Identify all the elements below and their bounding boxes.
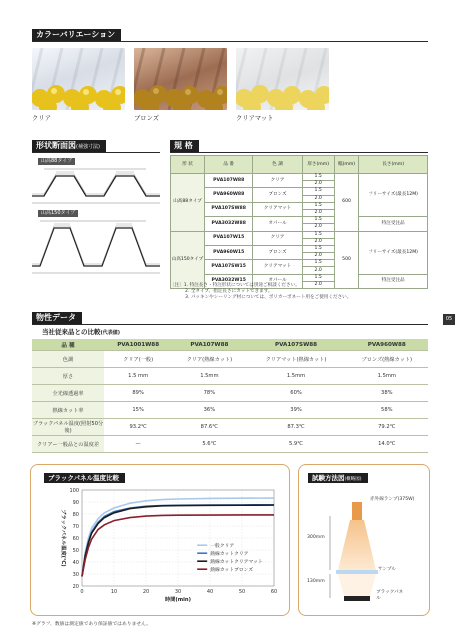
spec-color-cell: ブロンズ <box>253 188 302 202</box>
physical-cell: クリアマット(熱線カット) <box>246 351 345 368</box>
physical-cell: 1.5mm <box>246 368 345 385</box>
black-panel-label: ブラックパネル <box>376 590 404 601</box>
spec-code-cell: PVA3032W88 <box>204 217 252 231</box>
physical-cell: 78% <box>172 385 246 402</box>
spec-col-width: 幅(mm) <box>334 156 359 174</box>
physical-col-1: PVA1001W88 <box>104 339 172 351</box>
spec-color-cell: オパール <box>253 274 302 288</box>
physical-divider <box>32 324 428 325</box>
y-axis-label: ブラックパネル温度(℃) <box>60 509 66 567</box>
spec-color-cell: クリアマット <box>253 260 302 274</box>
profile-88-drawing <box>30 166 164 206</box>
legend-label-2: 熱線カットクリア <box>210 552 249 557</box>
spec-thickness-cell: 1.5 <box>302 188 334 195</box>
spec-length-extra-cell: 特注受注品 <box>359 274 428 288</box>
distance-1-label: 300mm <box>307 535 325 540</box>
legend-label-1: 一般クリア <box>210 544 235 549</box>
spec-thickness-cell: 2.0 <box>302 281 334 288</box>
spec-thickness-cell: 2.0 <box>302 253 334 260</box>
test-method-subtitle: (概略図) <box>344 477 362 482</box>
spec-code-cell: PVA960W15 <box>204 245 252 259</box>
spec-header-row <box>171 156 428 174</box>
spec-thickness-cell: 2.0 <box>302 181 334 188</box>
type150-badge: 山高150タイプ <box>38 210 78 217</box>
spec-table <box>170 155 428 289</box>
profile-divider <box>32 152 160 153</box>
spec-code-cell: PVA960W88 <box>204 188 252 202</box>
physical-cell: 58% <box>346 402 428 419</box>
physical-row-label: 熱線カット率 <box>32 402 104 419</box>
physical-cell: 1.5 mm <box>104 368 172 385</box>
physical-cell: 1.5mm <box>346 368 428 385</box>
spec-thickness-cell: 1.5 <box>302 260 334 267</box>
physical-cell: クリア(一般) <box>104 351 172 368</box>
y-tick-label: 30 <box>72 571 79 578</box>
x-tick-label: 60 <box>270 589 278 595</box>
physical-header-row <box>32 339 428 351</box>
physical-col-3: PVA107SW88 <box>246 339 345 351</box>
spec-color-cell: クリア <box>253 231 302 245</box>
spec-thickness-cell: 2.0 <box>302 267 334 274</box>
physical-cell: クリア(熱線カット) <box>172 351 246 368</box>
physical-cell: 36% <box>172 402 246 419</box>
spec-color-cell: クリア <box>253 174 302 188</box>
footnote: ※グラフ、数値は測定値であり保証値ではありません。 <box>32 622 152 627</box>
spec-thickness-cell: 1.5 <box>302 274 334 281</box>
swatch-clear-matte <box>236 48 329 110</box>
physical-cell: 5.6℃ <box>172 436 246 453</box>
spec-code-cell: PVA107W88 <box>204 174 252 188</box>
spec-code-cell: PVA107SW88 <box>204 202 252 216</box>
spec-col-thickness: 厚さ(mm) <box>302 156 334 174</box>
y-tick-label: 70 <box>72 523 79 530</box>
color-variation-title: カラーバリエーション <box>32 29 121 41</box>
profile-subtitle: (補強寸法) <box>76 144 100 150</box>
spec-width-cell: 600 <box>334 174 359 232</box>
physical-table <box>32 339 428 453</box>
y-tick-label: 80 <box>72 511 79 518</box>
test-method-title-text: 試験方法図 <box>312 474 345 482</box>
lamp-label: 赤外線ランプ(375W) <box>370 497 415 502</box>
swatch-clear-matte-label: クリアマット <box>236 115 274 122</box>
swatch-bronze-label: ブロンズ <box>134 115 159 122</box>
x-tick-label: 30 <box>174 589 182 595</box>
ir-lamp-icon <box>352 502 362 520</box>
spec-thickness-cell: 1.5 <box>302 217 334 224</box>
spec-row <box>171 231 428 238</box>
x-tick-label: 20 <box>142 589 150 595</box>
physical-row-label: ブラックパネル温度(照射50分後) <box>32 419 104 436</box>
swatch-clear-matte-image <box>236 48 329 110</box>
sample-label: サンプル <box>378 567 396 572</box>
spec-thickness-cell: 2.0 <box>302 195 334 202</box>
spec-title: 規 格 <box>170 140 199 152</box>
x-tick-label: 50 <box>238 589 246 595</box>
black-panel <box>344 596 370 601</box>
spec-thickness-cell: 1.5 <box>302 174 334 181</box>
physical-cell: 89% <box>104 385 172 402</box>
physical-title: 物性データ <box>32 312 82 324</box>
physical-row-label: 厚さ <box>32 368 104 385</box>
y-tick-label: 60 <box>72 535 79 542</box>
physical-subtitle-text: 当社従来品との比較 <box>42 328 101 336</box>
chart-title: ブラックパネル温度比較 <box>44 473 125 483</box>
x-tick-label: 10 <box>110 589 118 595</box>
physical-row <box>32 385 428 402</box>
physical-row-label: クリアー一般品との温度差 <box>32 436 104 453</box>
swatch-clear-image <box>32 48 125 110</box>
spec-length-cell: フリーサイズ(最長12M) <box>359 231 428 274</box>
physical-cell: 5.9℃ <box>246 436 345 453</box>
spec-thickness-cell: 1.5 <box>302 231 334 238</box>
physical-cell: 1.5mm <box>172 368 246 385</box>
physical-cell: 14.0℃ <box>346 436 428 453</box>
spec-color-cell: オパール <box>253 217 302 231</box>
sample-plate <box>336 570 378 574</box>
legend-label-4: 熱線カットブロンズ <box>210 568 254 573</box>
spec-thickness-cell: 2.0 <box>302 224 334 231</box>
swatch-bronze-image <box>134 48 227 110</box>
spec-length-extra-cell: 特注受注品 <box>359 217 428 231</box>
physical-row <box>32 402 428 419</box>
physical-cell: 38% <box>346 385 428 402</box>
x-tick-label: 0 <box>80 589 84 595</box>
physical-col-4: PVA960W88 <box>346 339 428 351</box>
physical-row-label: 色調 <box>32 351 104 368</box>
spec-thickness-cell: 1.5 <box>302 245 334 252</box>
profile-150-drawing <box>30 218 164 278</box>
spec-row <box>171 217 428 224</box>
profile-title-text: 形状断面図 <box>36 141 76 150</box>
spec-col-length: 長さ(mm) <box>359 156 428 174</box>
physical-cell: 87.3℃ <box>246 419 345 436</box>
spec-thickness-cell: 2.0 <box>302 209 334 216</box>
spec-shape-cell: 山高150タイプ <box>171 231 205 289</box>
spec-note-3: 3. パッキンやシーリング材については、ポリカーボネート用をご使用ください。 <box>185 295 352 300</box>
physical-body <box>32 351 428 453</box>
spec-col-shape: 形 状 <box>171 156 205 174</box>
physical-cell: — <box>104 436 172 453</box>
physical-cell: 39% <box>246 402 345 419</box>
spec-divider <box>170 152 428 153</box>
spec-width-cell: 500 <box>334 231 359 289</box>
physical-row <box>32 351 428 368</box>
spec-thickness-cell: 2.0 <box>302 238 334 245</box>
spec-thickness-cell: 1.5 <box>302 202 334 209</box>
physical-row <box>32 419 428 436</box>
physical-cell: 15% <box>104 402 172 419</box>
spec-shape-cell: 山高88タイプ <box>171 174 205 232</box>
physical-col-0: 品 種 <box>32 339 104 351</box>
physical-subtitle <box>42 327 120 336</box>
legend-label-3: 熱線カットクリアマット <box>210 560 263 565</box>
y-tick-label: 90 <box>72 499 79 506</box>
x-axis-label: 時間(min) <box>165 597 191 603</box>
physical-cell: 93.2℃ <box>104 419 172 436</box>
physical-row <box>32 368 428 385</box>
spec-note-2: 2. 全タイプ、指定長さにカットできます。 <box>185 289 273 294</box>
spec-row <box>171 174 428 181</box>
y-tick-label: 40 <box>72 559 79 566</box>
spec-body <box>171 174 428 289</box>
spec-notes <box>170 283 351 301</box>
physical-cell: ブロンズ(熱線カット) <box>346 351 428 368</box>
spec-color-cell: ブロンズ <box>253 245 302 259</box>
swatch-clear <box>32 48 125 110</box>
profile-title <box>32 140 106 152</box>
physical-row-label: 全光線透過率 <box>32 385 104 402</box>
swatch-clear-label: クリア <box>32 115 51 122</box>
spec-length-cell: フリーサイズ(最長12M) <box>359 174 428 217</box>
spec-col-color: 色 調 <box>253 156 302 174</box>
spec-col-code: 品 番 <box>204 156 252 174</box>
type88-badge: 山高88タイプ <box>38 158 75 165</box>
temperature-chart <box>36 484 284 610</box>
page-number: 05 <box>443 314 455 325</box>
test-method-diagram <box>300 486 426 612</box>
physical-cell: 79.2℃ <box>346 419 428 436</box>
spec-color-cell: クリアマット <box>253 202 302 216</box>
physical-col-2: PVA107W88 <box>172 339 246 351</box>
spec-code-cell: PVA107SW15 <box>204 260 252 274</box>
swatch-bronze <box>134 48 227 110</box>
spec-row <box>171 274 428 281</box>
test-method-title <box>308 473 368 483</box>
spec-code-cell: PVA107W15 <box>204 231 252 245</box>
y-tick-label: 100 <box>69 487 79 494</box>
physical-cell: 60% <box>246 385 345 402</box>
distance-2-label: 130mm <box>307 579 325 584</box>
section-divider <box>32 41 428 42</box>
physical-subtitle-small: (代表値) <box>100 330 121 336</box>
y-tick-label: 50 <box>72 547 79 554</box>
physical-cell: 87.6℃ <box>172 419 246 436</box>
spec-note-1: 〔注〕1. 特注長さ・特注形状については別途ご相談ください。 <box>170 283 300 288</box>
y-tick-label: 20 <box>72 583 79 590</box>
spec-code-cell: PVA3032W15 <box>204 274 252 288</box>
physical-row <box>32 436 428 453</box>
light-beam <box>338 520 376 570</box>
x-tick-label: 40 <box>206 589 214 595</box>
